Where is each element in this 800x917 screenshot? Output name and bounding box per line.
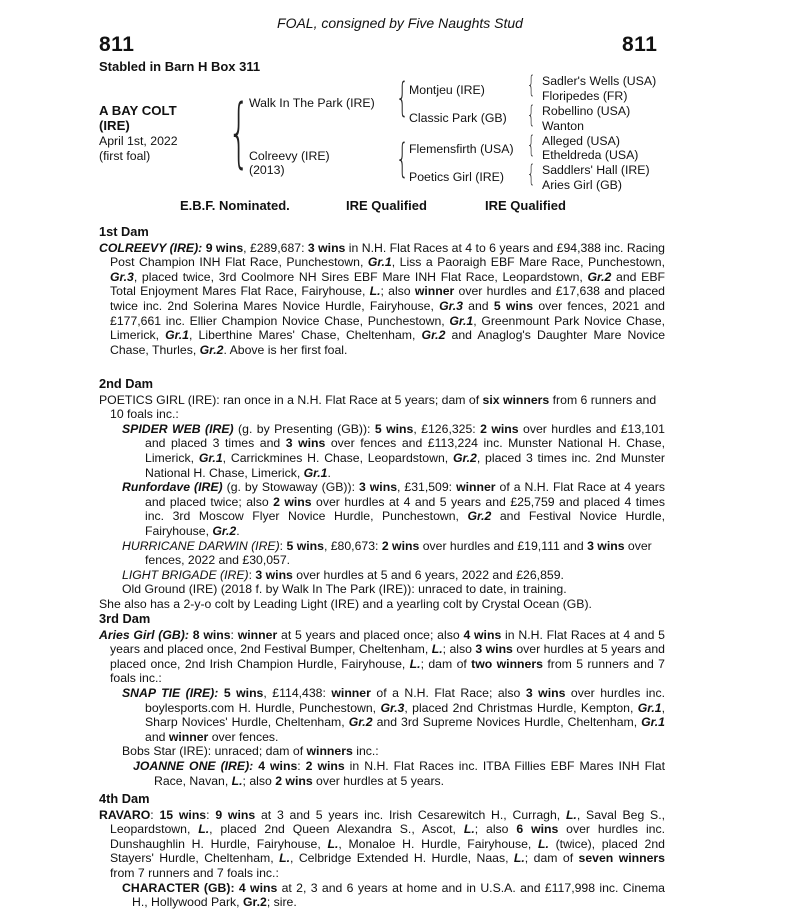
produce-snap-tie: SNAP TIE (IRE): 5 wins, £114,438: winner of a N.H. Flat Race; also 3 wins over hurdles inc. boylesports.com H. Hurdle, Punchestown, Gr.3, placed 2nd Christmas Hurdle, Kempton, Gr.1, Sharp Novices' Hurdle, Cheltenham, Gr.2 and 3rd Supreme Novices Hurdle, Cheltenham, Gr.1 and winner over fences.	[122, 685, 665, 744]
pedigree-ggs-8: Aries Girl (GB)	[542, 178, 622, 192]
produce-bobs-star: Bobs Star (IRE): unraced; dam of winners inc.:	[122, 744, 379, 759]
second-dam-record: POETICS GIRL (IRE): ran once in a N.H. Flat Race at 5 years; dam of six winners from 6 runners and 10 foals inc.:	[99, 392, 657, 422]
pedigree-ggs-4: Wanton	[542, 119, 584, 133]
first-dam-heading: 1st Dam	[99, 224, 149, 239]
ire-qualified-1: IRE Qualified	[346, 198, 427, 213]
pedigree-dam-sire: Flemensfirth (USA)	[409, 142, 514, 156]
pedigree-sire: Walk In The Park (IRE)	[249, 96, 375, 110]
lot-number-right: 811	[622, 33, 658, 56]
pedigree-sire-sire: Montjeu (IRE)	[409, 83, 485, 97]
third-dam-record: Aries Girl (GB): 8 wins: winner at 5 years and placed once; also 4 wins in N.H. Flat Races at 4 and 5 years and placed once, 2nd Festival Bumper, Cheltenham, L.; also 3 wins over hurdles at 5 years and placed once, 2nd Irish Champion Hurdle, Fairyhouse, L.; dam of two winners from 5 runners and 7 foals inc.:	[99, 627, 665, 686]
fourth-dam-record: RAVARO: 15 wins: 9 wins at 3 and 5 years inc. Irish Cesarewitch H., Curragh, L., Saval Beg S., Leopardstown, L., placed 2nd Queen Alexandra S., Ascot, L.; also 6 wins over hurdles inc. Dunshaughlin H. Hurdle, Fairyhouse, L., Monaloe H. Hurdle, Fairyhouse, L. (twice), placed 2nd Stayers' Hurdle, Cheltenham, L., Celbridge Extended H. Hurdle, Naas, L.; dam of seven winners from 7 runners and 7 foals inc.:	[99, 807, 666, 880]
produce-light-brigade: LIGHT BRIGADE (IRE): 3 wins over hurdles at 5 and 6 years, 2022 and £26,859.	[122, 567, 564, 582]
horse-name: A BAY COLT	[99, 103, 177, 118]
pedigree-brace-sire: {	[396, 75, 409, 121]
first-dam-section	[99, 225, 665, 357]
third-dam-section	[99, 612, 665, 788]
produce-hurricane-darwin: HURRICANE DARWIN (IRE): 5 wins, £80,673: 2 wins over hurdles and £19,111 and 3 wins over fences, 2022 and £30,057.	[122, 538, 652, 568]
second-dam-section	[99, 377, 665, 612]
second-dam-heading: 2nd Dam	[99, 376, 154, 391]
pedigree-dam: Colreevy (IRE)	[249, 149, 330, 163]
produce-spider-web: SPIDER WEB (IRE) (g. by Presenting (GB)): 5 wins, £126,325: 2 wins over hurdles and £13,101 and placed 3 times and 3 wins over fences and £113,224 inc. Munster National H. Chase, Limerick, Gr.1, Carrickmines H. Chase, Leopardstown, Gr.2, placed 3 times inc. 2nd Munster National H. Chase, Limerick, Gr.1.	[122, 421, 665, 480]
fourth-dam-heading: 4th Dam	[99, 791, 150, 806]
produce-old-ground: Old Ground (IRE) (2018 f. by Walk In The Park (IRE)): unraced to date, in training.	[122, 582, 567, 597]
pedigree-brace-dam: {	[396, 136, 409, 182]
pedigree-brace-main: {	[228, 87, 250, 176]
first-dam-record: COLREEVY (IRE): 9 wins, £289,687: 3 wins in N.H. Flat Races at 4 to 6 years and £94,388 inc. Racing Post Champion INH Flat Race, Punchestown, Gr.1, Liss a Paoraigh EBF Mare Race, Punchestown, Gr.3, placed twice, 3rd Coolmore NH Sires EBF Mare INH Flat Race, Leopardstown, Gr.2 and EBF Total Enjoyment Mares Flat Race, Fairyhouse, L.; also winner over hurdles and £17,638 and placed twice inc. 2nd Solerina Mares Novice Hurdle, Fairyhouse, Gr.3 and 5 wins over fences, 2021 and £177,661 inc. Ellier Champion Novice Chase, Punchestown, Gr.1, Greenmount Park Novice Chase, Limerick, Gr.1, Liberthine Mares' Chase, Cheltenham, Gr.2 and Anaglog's Daughter Mare Novice Chase, Thurles, Gr.2. Above is her first foal.	[99, 240, 666, 357]
foal-note: (first foal)	[99, 149, 151, 163]
pedigree-ggs-3: Robellino (USA)	[542, 104, 631, 118]
pedigree-ggs-6: Etheldreda (USA)	[542, 148, 639, 162]
lot-number-left: 811	[99, 33, 135, 56]
pedigree-brace-gg3: {	[527, 131, 536, 159]
produce-also-note: She also has a 2-y-o colt by Leading Light (IRE) and a yearling colt by Crystal Ocean (GB).	[99, 596, 592, 611]
pedigree-brace-gg2: {	[527, 101, 536, 129]
pedigree-dam-dam: Poetics Girl (IRE)	[409, 170, 504, 184]
produce-character: CHARACTER (GB): 4 wins at 2, 3 and 6 years at home and in U.S.A. and £117,998 inc. Cinema H., Hollywood Park, Gr.2; sire.	[122, 880, 665, 910]
pedigree-ggs-2: Floripedes (FR)	[542, 89, 628, 103]
consignor-line: FOAL, consigned by Five Naughts Stud	[277, 15, 523, 31]
pedigree-sire-dam: Classic Park (GB)	[409, 111, 507, 125]
horse-country: (IRE)	[99, 118, 130, 133]
ebf-nominated: E.B.F. Nominated.	[180, 198, 290, 213]
produce-runfordave: Runfordave (IRE) (g. by Stowaway (GB)): 3 wins, £31,509: winner of a N.H. Flat Race at 4 years and placed twice; also 2 wins over hurdles at 4 and 5 years and £25,759 and placed 4 times inc. 3rd Moscow Flyer Novice Hurdle, Punchestown, Gr.2 and Festival Novice Hurdle, Fairyhouse, Gr.2.	[122, 480, 666, 538]
pedigree-ggs-1: Sadler's Wells (USA)	[542, 74, 657, 88]
foaling-date: April 1st, 2022	[99, 134, 178, 148]
pedigree-brace-gg1: {	[527, 71, 536, 99]
ire-qualified-2: IRE Qualified	[485, 198, 566, 213]
third-dam-heading: 3rd Dam	[99, 611, 151, 626]
pedigree-ggs-5: Alleged (USA)	[542, 134, 620, 148]
stabled-location: Stabled in Barn H Box 311	[99, 59, 261, 74]
pedigree-ggs-7: Saddlers' Hall (IRE)	[542, 163, 650, 177]
pedigree-dam-year: (2013)	[249, 163, 285, 177]
produce-joanne-one: JOANNE ONE (IRE): 4 wins: 2 wins in N.H. Flat Races inc. ITBA Fillies EBF Mares INH Flat Race, Navan, L.; also 2 wins over hurdles at 5 years.	[133, 758, 665, 788]
fourth-dam-section	[99, 792, 665, 910]
pedigree-brace-gg4: {	[527, 160, 536, 188]
